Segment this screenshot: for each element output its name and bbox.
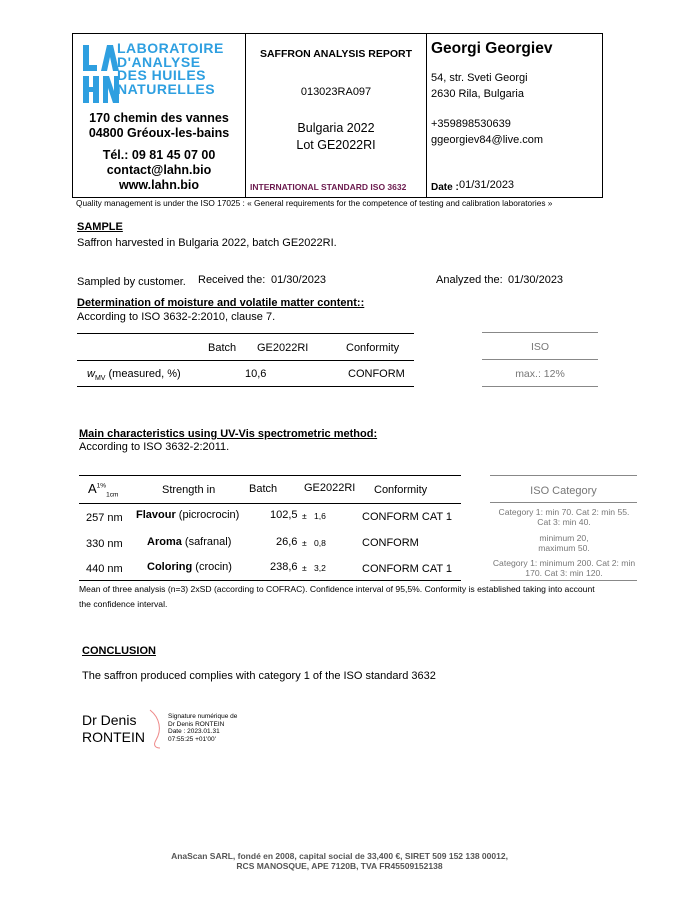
- uvvis-col-lot: GE2022RI: [304, 482, 356, 494]
- iso-category-line: maximum 50.: [538, 543, 590, 553]
- moisture-col-batch: Batch: [208, 342, 237, 354]
- uvvis-row-name-bold: Flavour: [136, 509, 176, 521]
- signatory-name: [82, 712, 145, 746]
- moisture-value: 10,6: [245, 368, 267, 380]
- conclusion-text: The saffron produced complies with category 1 of the ISO standard 3632: [82, 670, 436, 682]
- uvvis-heading: Main characteristics using UV-Vis spectrometric method:: [79, 428, 378, 440]
- footer-line1: AnaScan SARL, fondé en 2008, capital social de 33,400 €, SIRET 509 152 138 00012,: [171, 851, 508, 861]
- uvvis-row-sd: 0,8: [314, 538, 326, 548]
- uvvis-row-value: 26,6: [276, 536, 298, 548]
- iso-category-line: Category 1: min 70. Cat 2: min 55.: [498, 507, 630, 517]
- uvvis-row-name: [136, 509, 239, 521]
- plus-minus: ±: [302, 511, 307, 521]
- digital-signature-line: Dr Denis RONTEIN: [168, 720, 225, 728]
- uvvis-note-line2: the confidence interval.: [79, 599, 168, 609]
- uvvis-row-value: 102,5: [270, 509, 298, 521]
- iso-rule: [482, 359, 598, 360]
- customer-email: ggeorgiev84@live.com: [431, 134, 544, 146]
- uvvis-row-nm: 440 nm: [86, 563, 123, 575]
- uvvis-row-sd: 1,6: [314, 511, 326, 521]
- lab-name-line: DES HUILES: [117, 67, 207, 83]
- signatory-name-line1: Dr Denis: [82, 712, 137, 728]
- moisture-conformity: CONFORM: [348, 368, 405, 380]
- customer-phone: +359898530639: [431, 118, 511, 130]
- absorbance-symbol: A: [88, 481, 97, 496]
- uvvis-row-name-rest: (crocin): [195, 561, 232, 573]
- lab-name: [117, 42, 243, 96]
- moisture-col-conformity: Conformity: [346, 342, 400, 354]
- uvvis-iso-header: ISO Category: [530, 485, 597, 497]
- report-origin: [246, 120, 426, 154]
- uvvis-row-name-bold: Coloring: [147, 561, 193, 573]
- signatory-name-line2: RONTEIN: [82, 729, 145, 745]
- uvvis-col-a: [88, 481, 118, 499]
- date-label: Date :: [431, 182, 459, 193]
- uvvis-row-name: [147, 561, 232, 573]
- received-date: 01/30/2023: [271, 274, 327, 286]
- moisture-heading: Determination of moisture and volatile matter content::: [77, 297, 365, 309]
- uvvis-row-nm: 330 nm: [86, 538, 123, 550]
- report-number: 013023RA097: [300, 86, 372, 98]
- digital-signature-line: Signature numérique de: [168, 713, 238, 720]
- moisture-col-lot: GE2022RI: [257, 342, 309, 354]
- received-label: Received the:: [198, 274, 266, 286]
- lab-name-line: D'ANALYSE: [117, 53, 201, 70]
- uvvis-row-nm: 257 nm: [86, 512, 123, 524]
- analyzed-date: 01/30/2023: [508, 274, 564, 286]
- report-lot: Lot GE2022RI: [296, 138, 376, 152]
- iso-category-row: [488, 507, 640, 527]
- iso-category-row: [486, 558, 642, 578]
- uvvis-col-strength: Strength in: [162, 484, 216, 496]
- lab-name-line: NATURELLES: [117, 80, 216, 97]
- lab-address-line2: 04800 Gréoux-les-bains: [88, 126, 230, 140]
- sample-heading: SAMPLE: [77, 221, 123, 233]
- uvvis-row-name-rest: (safranal): [184, 536, 232, 548]
- moisture-symbol-sub: MV: [94, 375, 106, 383]
- sampled-by: Sampled by customer.: [77, 276, 186, 288]
- moisture-symbol: w: [87, 368, 95, 380]
- lab-info-cell: [73, 34, 246, 197]
- iso-category-line: Cat 3: min 40.: [537, 517, 591, 527]
- report-standard: INTERNATIONAL STANDARD ISO 3632: [250, 182, 407, 192]
- analyzed-label: Analyzed the:: [436, 274, 503, 286]
- uvvis-row-name-rest: (picrocrocin): [178, 509, 240, 521]
- report-origin-year: Bulgaria 2022: [297, 121, 375, 135]
- lab-phone: Tél.: 09 81 45 07 00: [102, 148, 216, 162]
- report-header: [72, 33, 603, 198]
- report-info-cell: [246, 34, 427, 197]
- sample-text: Saffron harvested in Bulgaria 2022, batch GE2022RI.: [77, 237, 337, 249]
- moisture-row-label: [87, 368, 181, 382]
- uvvis-row-conformity: CONFORM CAT 1: [362, 511, 453, 523]
- signature-mark-icon: [146, 708, 168, 750]
- uvvis-method: According to ISO 3632-2:2011.: [79, 441, 230, 453]
- report-date: 01/31/2023: [459, 179, 515, 191]
- moisture-iso-header: ISO: [530, 341, 550, 353]
- moisture-row-rest: (measured, %): [108, 368, 181, 380]
- uvvis-row-value: 238,6: [270, 561, 298, 573]
- lab-email: contact@lahn.bio: [106, 163, 212, 177]
- uvvis-note-line1: Mean of three analysis (n=3) 2xSD (according to COFRAC). Confidence interval of 95,5%. Conformity is established taking into account: [79, 584, 595, 594]
- moisture-method: According to ISO 3632-2:2010, clause 7.: [77, 311, 276, 323]
- digital-signature: [168, 713, 237, 743]
- table-rule: [79, 580, 461, 581]
- customer-street: 54, str. Sveti Georgi: [431, 72, 528, 84]
- uvvis-row-conformity: CONFORM: [362, 537, 419, 549]
- lab-logo-icon: [81, 43, 121, 105]
- table-rule: [79, 475, 461, 476]
- digital-signature-line: 07:55:25 +01'00': [168, 735, 216, 743]
- iso-category-line: 170. Cat 3: min 120.: [525, 568, 603, 578]
- plus-minus: ±: [302, 563, 307, 573]
- uvvis-row-conformity: CONFORM CAT 1: [362, 563, 453, 575]
- uvvis-row-name: [147, 536, 231, 548]
- iso-category-line: minimum 20,: [539, 533, 589, 543]
- footer-line2: RCS MANOSQUE, APE 7120B, TVA FR45509152138: [236, 861, 443, 871]
- iso-category-row: [488, 533, 640, 553]
- uvvis-col-conformity: Conformity: [374, 484, 428, 496]
- iso-category-line: Category 1: minimum 200. Cat 2: min: [492, 558, 636, 568]
- customer-name: Georgi Georgiev: [431, 40, 553, 57]
- conclusion-heading: CONCLUSION: [82, 645, 156, 657]
- uvvis-row-sd: 3,2: [314, 563, 326, 573]
- report-title: SAFFRON ANALYSIS REPORT: [259, 48, 413, 60]
- table-rule: [77, 360, 414, 361]
- absorbance-sub: 1cm: [106, 491, 119, 499]
- plus-minus: ±: [302, 538, 307, 548]
- absorbance-sup: 1%: [96, 482, 107, 490]
- customer-info-cell: [427, 34, 602, 197]
- iso-rule: [482, 386, 598, 387]
- lab-address-line1: 170 chemin des vannes: [89, 111, 229, 125]
- lab-website: www.lahn.bio: [118, 178, 200, 192]
- customer-city: 2630 Rila, Bulgaria: [431, 88, 524, 100]
- table-rule: [79, 503, 461, 504]
- moisture-iso-value: max.: 12%: [515, 368, 565, 380]
- quality-note: Quality management is under the ISO 17025 : « General requirements for the competence of testing and calibration laboratories »: [76, 198, 553, 208]
- iso-rule: [482, 332, 598, 333]
- iso-rule: [490, 580, 637, 581]
- iso-rule: [490, 475, 637, 476]
- table-rule: [77, 333, 414, 334]
- uvvis-col-batch: Batch: [249, 483, 278, 495]
- table-rule: [77, 386, 414, 387]
- uvvis-row-name-bold: Aroma: [147, 536, 182, 548]
- digital-signature-line: Date : 2023.01.31: [168, 728, 220, 735]
- iso-rule: [490, 502, 637, 503]
- lab-name-line: LABORATOIRE: [117, 40, 224, 56]
